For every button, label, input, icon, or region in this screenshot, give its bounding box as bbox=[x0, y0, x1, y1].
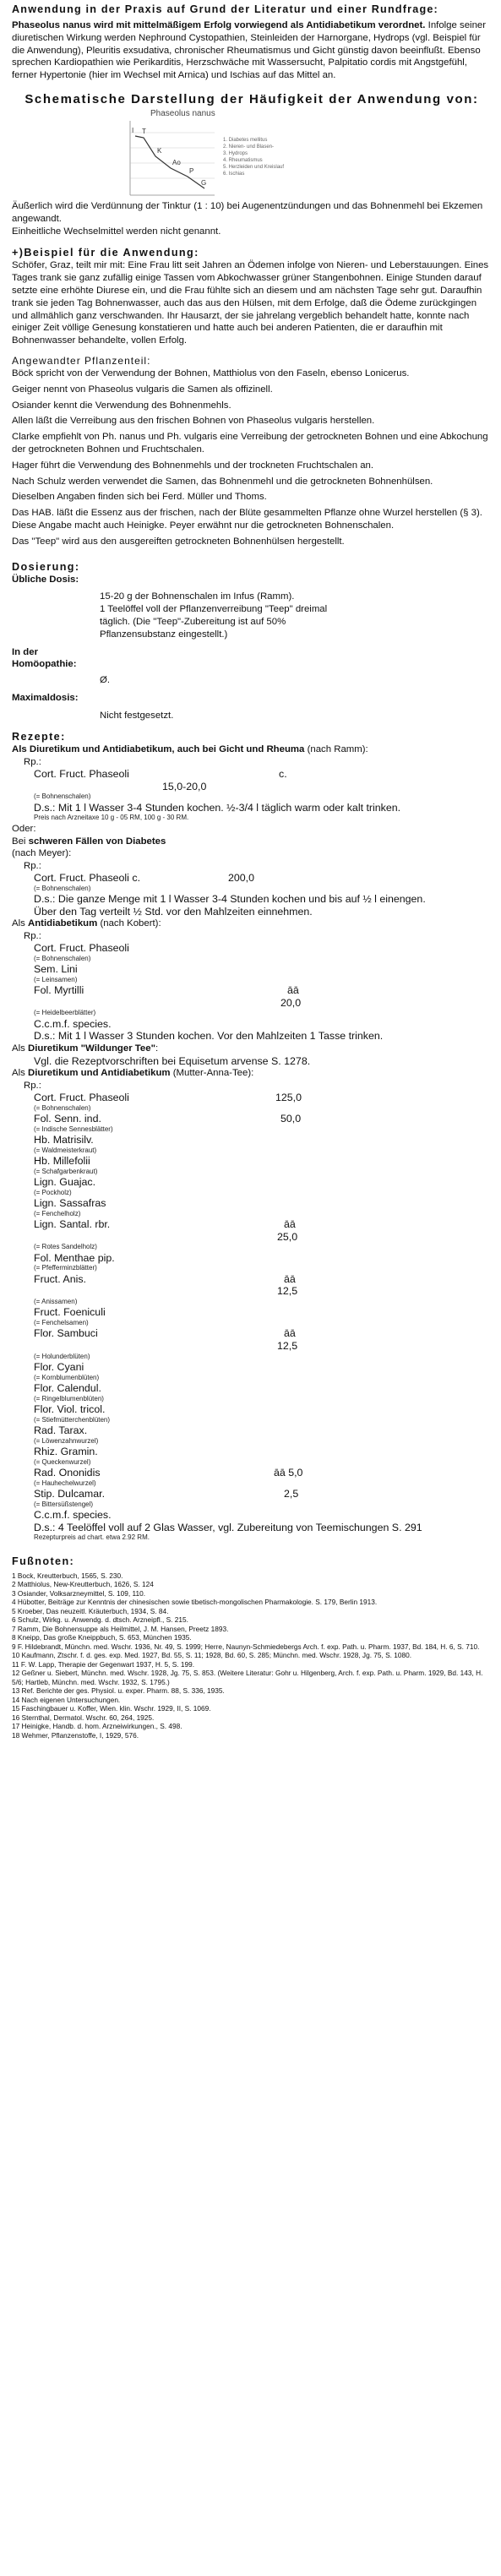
usual-dose-teep: 1 Teelöffel voll der Pflanzenverreibung "Teep" dreimal täglich. (Die "Teep"-Zubereitung ist auf 50% Pflanzensubstanz eingestellt.) bbox=[100, 604, 328, 640]
recipe-2-intro: Bei schweren Fällen von Diabetes bbox=[12, 836, 166, 847]
ingredient-name: Sem. Lini bbox=[34, 963, 78, 976]
figure-point-label: Ao bbox=[172, 158, 181, 166]
ingredient-note: (= Heidelbeerblätter) bbox=[34, 1009, 96, 1017]
footnote: 14 Nach eigenen Untersuchungen. bbox=[12, 1695, 121, 1704]
figure-point-label: K bbox=[157, 146, 162, 155]
plant-part-entry: Böck spricht von der Verwendung der Bohnen, Matthiolus von den Faseln, ebenso Lonicerus. bbox=[12, 368, 410, 379]
max-dose-value: Nicht festgesetzt. bbox=[100, 710, 174, 721]
recipe-rp: Rp.: bbox=[24, 1081, 41, 1092]
frequency-chart bbox=[117, 107, 311, 200]
ingredient-name: Flor. Viol. tricol. bbox=[34, 1403, 106, 1415]
ingredient-note: (= Ringelblumenblüten) bbox=[34, 1394, 104, 1402]
intro-paragraph bbox=[12, 19, 492, 82]
recipe-ds: D.s.: Mit 1 l Wasser 3-4 Stunden kochen. ½-3/4 l täglich warm oder kalt trinken. bbox=[34, 801, 401, 814]
ingredient-name: Fruct. Anis. bbox=[34, 1272, 86, 1285]
example-heading: +)Beispiel für die Anwendung: bbox=[12, 247, 199, 259]
no-alternates-text: Einheitliche Wechselmittel werden nicht genannt. bbox=[12, 226, 221, 237]
oder-text: Oder: bbox=[12, 823, 36, 834]
ingredient-name: Flor. Cyani bbox=[34, 1361, 84, 1373]
ingredient-qty: 25,0 bbox=[277, 1230, 298, 1243]
ingredient-note: (= Holunderblüten) bbox=[34, 1352, 90, 1360]
ingredient-note: (= Hauhechelwurzel) bbox=[34, 1479, 96, 1487]
recipe-2-indication: schweren Fällen von Diabetes bbox=[28, 836, 166, 847]
recipe-4-intro: Als Diuretikum "Wildunger Tee": bbox=[12, 1043, 159, 1054]
recipes-heading: Rezepte: bbox=[12, 731, 66, 743]
footnote: 18 Wehmer, Pflanzenstoffe, I, 1929, 576. bbox=[12, 1730, 139, 1740]
ingredient-name: Hb. Matrisilv. bbox=[34, 1134, 94, 1146]
figure-point-label: G bbox=[201, 178, 207, 187]
plant-part-entry: Clarke empfiehlt von Ph. nanus und Ph. vulgaris eine Verreibung der getrockneten Bohnen und eine Abkochung der getrockneten Bohnen und Fruchtschalen. bbox=[12, 432, 488, 455]
ingredient-qty: 12,5 bbox=[277, 1285, 298, 1298]
footnote: 9 F. Hildebrandt, Münchn. med. Wschr. 1936, Nr. 49, S. 1999; Herre, Naunyn-Schmiedebergs Arch. f. exp. Path. u. Pharm. 1937, Bd. 184, H. 6, S. 710. bbox=[12, 1642, 480, 1651]
recipe-5-intro: Als Diuretikum und Antidiabetikum (Mutter-Anna-Tee): bbox=[12, 1068, 254, 1079]
footnote: 17 Heinigke, Handb. d. hom. Arzneiwirkungen., S. 498. bbox=[12, 1722, 182, 1731]
ingredient-name: Cort. Fruct. Phaseoli c. bbox=[34, 872, 141, 885]
ingredient-name: Rhiz. Gramin. bbox=[34, 1446, 98, 1457]
plant-part-entry: Das "Teep" wird aus den ausgereiften getrockneten Bohnenhülsen hergestellt. bbox=[12, 536, 345, 547]
ingredient-note: (= Löwenzahnwurzel) bbox=[34, 1436, 99, 1445]
ingredient-name: Hb. Millefolii bbox=[34, 1155, 90, 1168]
footnote: 3 Osiander, Volksarzneymittel, S. 109, 110. bbox=[12, 1588, 146, 1598]
footnote: 16 Sternthal, Dermatol. Wschr. 60, 264, 1925. bbox=[12, 1713, 155, 1722]
ingredient-note: (= Queckenwurzel) bbox=[34, 1457, 91, 1466]
ingredient-qty: āā 5,0 bbox=[274, 1467, 303, 1479]
ingredient-note: (= Indische Sennesblätter) bbox=[34, 1125, 113, 1133]
recipe-1-intro bbox=[12, 743, 492, 756]
ingredient-qty: 125,0 bbox=[275, 1092, 302, 1104]
recipe-cmf: C.c.m.f. species. bbox=[34, 1509, 112, 1521]
recipe-3-intro: Als Antidiabetikum (nach Kobert): bbox=[12, 918, 161, 929]
recipe-4-indication: Diuretikum "Wildunger Tee" bbox=[28, 1043, 155, 1054]
intro-rest: Infolge seiner diuretischen Wirkung werden Nephround Cystopathien, Steinleiden der Harnorgane, Hydrops (vgl. Beispiel für die Anwendung), Pleuritis exsudativa, chronischer Rheumatismus und Gicht günstig davon beeinflußt. Ebenso sprechen Kardiopathien wie Perikarditis, Herzschwäche mit Wassersucht, Palpitatio cordis mit Angstgefühl, ferner Hypertonie (hier im Wechsel mit Arnica) und Ischias auf das Mittel an. bbox=[12, 20, 487, 81]
recipe-3 bbox=[12, 930, 492, 1043]
recipe-ds: D.s.: 4 Teelöffel voll auf 2 Glas Wasser, vgl. Zubereitung von Teemischungen S. 291 bbox=[34, 1521, 422, 1533]
ingredient-note: (= Fenchelsamen) bbox=[34, 1319, 89, 1326]
ingredient-name: Lign. Sassafras bbox=[34, 1197, 106, 1210]
recipe-ds: D.s.: Mit 1 l Wasser 3 Stunden kochen. Vor den Mahlzeiten 1 Tasse trinken. bbox=[34, 1030, 384, 1043]
footnote: 2 Matthiolus, New-Kreutterbuch, 1626, S. 124 bbox=[12, 1580, 154, 1589]
recipe-1-source: (nach Ramm): bbox=[304, 744, 368, 755]
recipe-rp: Rp.: bbox=[24, 931, 41, 942]
ingredient-qty: 2,5 bbox=[284, 1488, 299, 1500]
figure-legend-item: 1. Diabetes mellitus bbox=[223, 137, 268, 143]
ingredient-name: Fol. Myrtilli bbox=[34, 984, 84, 997]
ingredient-note: (= Bohnenschalen) bbox=[34, 1103, 91, 1112]
footnote: 12 Geßner u. Siebert, Münchn. med. Wschr. 1928, Jg. 75, S. 853. (Weitere Literatur: Gohr u. Hilgenberg, Arch. f. exp. Path. u. Pharm. 1929, Bd. 143, H. 5/6; Hartleb, Münchn. med. Wschr. 1932, S. 1795.) bbox=[12, 1669, 483, 1686]
recipe-1-indication: Als Diuretikum und Antidiabetikum, auch bei Gicht und Rheuma bbox=[12, 744, 305, 755]
ingredient-name: Flor. Calendul. bbox=[34, 1382, 101, 1394]
external-use-text: Äußerlich wird die Verdünnung der Tinktur (1 : 10) bei Augenentzündungen und das Bohnenmehl bei Ekzemen angewandt. bbox=[12, 200, 483, 224]
ingredient-qty: āā bbox=[284, 1327, 296, 1340]
ingredient-note: (= Fenchelholz) bbox=[34, 1209, 81, 1217]
footnote: 7 Ramm, Die Bohnensuppe als Heilmittel, J. M. Hansen, Preetz 1893. bbox=[12, 1624, 229, 1633]
plant-part-entry: Das HAB. läßt die Essenz aus der frischen, nach der Blüte gesammelten Pflanze ohne Wurzel herstellen (§ 3). Diese Angabe macht auch Heinigke. Peyer erwähnt nur die getrockneten Bohnenschalen. bbox=[12, 508, 482, 531]
plant-part-entry: Dieselben Angaben finden sich bei Ferd. Müller und Thoms. bbox=[12, 492, 267, 503]
recipe-2 bbox=[12, 860, 492, 918]
footnote: 15 Faschingbauer u. Koffer, Wien. klin. Wschr. 1929, II, S. 1069. bbox=[12, 1704, 211, 1713]
ingredient-note: (= Bohnenschalen) bbox=[34, 954, 91, 962]
plant-part-entry: Nach Schulz werden verwendet die Samen, das Bohnenmehl und die getrockneten Bohnenhülsen. bbox=[12, 476, 433, 487]
ingredient-note: (= Rotes Sandelholz) bbox=[34, 1243, 97, 1251]
recipe-ds: Über den Tag verteilt ½ Std. vor den Mahlzeiten einnehmen. bbox=[34, 905, 313, 918]
footnotes-heading: Fußnoten: bbox=[12, 1555, 75, 1567]
ingredient-name: Cort. Fruct. Phaseoli bbox=[34, 768, 129, 781]
ingredient-name: Cort. Fruct. Phaseoli bbox=[34, 942, 129, 955]
ingredient-name: Lign. Guajac. bbox=[34, 1176, 96, 1189]
ingredient-note: (= Stiefmütterchenblüten) bbox=[34, 1415, 111, 1424]
plant-part-entry: Osiander kennt die Verwendung des Bohnenmehls. bbox=[12, 400, 231, 411]
plant-part-entry: Geiger nennt von Phaseolus vulgaris die Samen als offizinell. bbox=[12, 384, 273, 395]
ingredient-name: Fruct. Foeniculi bbox=[34, 1306, 106, 1319]
ingredient-qty: 200,0 bbox=[228, 872, 255, 885]
schema-title: Schematische Darstellung der Häufigkeit der Anwendung von: bbox=[25, 91, 479, 106]
ingredient-note: (= Bittersüßstengel) bbox=[34, 1500, 94, 1508]
ingredient-note: (= Bohnenschalen) bbox=[34, 792, 91, 801]
ingredient-qty: c. bbox=[279, 768, 287, 781]
figure-title: Phaseolus nanus bbox=[150, 108, 215, 118]
ingredient-note: (= Leinsamen) bbox=[34, 975, 78, 983]
plant-part-entry: Hager führt die Verwendung des Bohnenmehls und der trockneten Fruchtschalen an. bbox=[12, 460, 374, 471]
footnote: 11 F. W. Lapp, Therapie der Gegenwart 1937, H. 5, S. 199. bbox=[12, 1659, 195, 1669]
footnote: 5 Kroeber, Das neuzeitl. Kräuterbuch, 1934, S. 84. bbox=[12, 1606, 169, 1615]
recipe-price: Rezepturpreis ad chart. etwa 2.92 RM. bbox=[34, 1533, 150, 1542]
ingredient-name: Rad. Tarax. bbox=[34, 1424, 88, 1436]
usual-dose-infusion: 15-20 g der Bohnenschalen im Infus (Ramm). bbox=[100, 591, 295, 602]
ingredient-note: (= Pfefferminzblätter) bbox=[34, 1264, 97, 1272]
recipe-5-indication: Diuretikum und Antidiabetikum bbox=[28, 1068, 171, 1079]
ingredient-qty: āā bbox=[284, 1218, 296, 1231]
footnote: 6 Schulz, Wirkg. u. Anwendg. d. dtsch. Arzneipfl., S. 215. bbox=[12, 1615, 188, 1625]
usual-dose-label: Übliche Dosis: bbox=[12, 574, 79, 585]
ingredient-qty: 50,0 bbox=[280, 1113, 302, 1125]
recipe-rp: Rp.: bbox=[24, 757, 41, 768]
section-heading-practice: Anwendung in der Praxis auf Grund der Literatur und einer Rundfrage: bbox=[12, 3, 438, 15]
ingredient-qty: āā bbox=[287, 984, 299, 997]
frequency-line bbox=[135, 136, 207, 188]
recipe-1 bbox=[12, 756, 492, 823]
ingredient-name: Cort. Fruct. Phaseoli bbox=[34, 1092, 129, 1104]
recipe-4-text: Vgl. die Rezeptvorschriften bei Equisetum arvense S. 1278. bbox=[34, 1054, 311, 1067]
ingredient-note: (= Pockholz) bbox=[34, 1188, 72, 1196]
ingredient-name: Fol. Menthae pip. bbox=[34, 1251, 115, 1264]
ingredient-name: Stip. Dulcamar. bbox=[34, 1488, 106, 1500]
dosage-table bbox=[12, 574, 345, 722]
footnote: 8 Kneipp, Das große Kneippbuch, S. 653, München 1935. bbox=[12, 1633, 192, 1642]
figure-point-label: I bbox=[132, 126, 134, 134]
homeopathy-label: In der Homöopathie: bbox=[12, 646, 77, 670]
footnote: 1 Bock, Kreutterbuch, 1565, S. 230. bbox=[12, 1571, 123, 1580]
recipe-price: Preis nach Arzneitaxe 10 g - 05 RM, 100 g - 30 RM. bbox=[34, 814, 189, 822]
dosage-heading: Dosierung: bbox=[12, 560, 80, 573]
ingredient-note: (= Waldmeisterkraut) bbox=[34, 1146, 97, 1154]
ingredient-name: Rad. Ononidis bbox=[34, 1467, 101, 1479]
ingredient-name: Flor. Sambuci bbox=[34, 1327, 98, 1340]
recipe-5 bbox=[12, 1080, 492, 1542]
ingredient-qty: 20,0 bbox=[280, 996, 302, 1009]
plant-parts-heading: Angewandter Pflanzenteil: bbox=[12, 354, 151, 367]
plant-part-entry: Allen läßt die Verreibung aus den frischen Bohnen von Phaseolus vulgaris herstellen. bbox=[12, 416, 375, 427]
ingredient-note: (= Bohnenschalen) bbox=[34, 884, 91, 892]
figure-point-label: T bbox=[142, 127, 146, 135]
recipe-ds: D.s.: Die ganze Menge mit 1 l Wasser 3-4 Stunden kochen und bis auf ½ l einengen. bbox=[34, 893, 426, 906]
example-text: Schöfer, Graz, teilt mir mit: Eine Frau litt seit Jahren an Ödemen infolge von Nieren- und Leberstauungen. Eines Tages trank sie ganz zufällig einige Tassen vom Abkochwasser grüner Stangenbohnen. Einige Stunden darauf setzte eine erhöhte Diurese ein, und die Frau fühlte sich an diesem und am nächsten Tage sehr gut. Daraufhin trank sie jeden Tag Bohnenwasser, auch das aus den Hülsen, mit dem Erfolge, daß die Ödeme zurückgingen und allmählich ganz verschwanden. Ihr Hausarzt, der sie jahrelang vergeblich behandelt hatte, konnte nach einiger Zeit völlige Genesung konstatieren und hatte auch bei anderen Patienten, die er daraufhin mit Bohnenwasser behandelte, vollen Erfolg. bbox=[12, 260, 489, 346]
figure-legend-item: 4. Rheumatismus bbox=[223, 157, 263, 163]
ingredient-qty: 15,0-20,0 bbox=[162, 780, 207, 792]
frequency-figure bbox=[117, 107, 311, 200]
document-body bbox=[12, 3, 492, 1740]
footnote: 13 Ref. Berichte der ges. Physiol. u. exper. Pharm. 88, S. 336, 1935. bbox=[12, 1686, 225, 1696]
ingredient-note: (= Kornblumenblüten) bbox=[34, 1373, 100, 1381]
ingredient-note: (= Schafgarbenkraut) bbox=[34, 1167, 98, 1175]
recipe-cmf: C.c.m.f. species. bbox=[34, 1017, 112, 1030]
ingredient-name: Lign. Santal. rbr. bbox=[34, 1218, 111, 1231]
footnote: 10 Kaufmann, Ztschr. f. d. ges. exp. Med. 1927, Bd. 55, S. 11; 1928, Bd. 60, S. 285; Münchn. med. Wschr. 1928, Jg. 75, S. 1080. bbox=[12, 1651, 412, 1660]
recipe-2-source: (nach Meyer): bbox=[12, 848, 72, 859]
max-dose-label: Maximaldosis: bbox=[12, 692, 79, 703]
figure-legend-item: 6. Ischias bbox=[223, 171, 245, 177]
ingredient-qty: 12,5 bbox=[277, 1340, 298, 1352]
figure-legend-item: 3. Hydrops bbox=[223, 150, 248, 156]
figure-legend-item: 2. Nieren- und Blasen- bbox=[223, 144, 275, 150]
recipe-3-indication: Antidiabetikum bbox=[28, 918, 98, 929]
ingredient-note: (= Anissamen) bbox=[34, 1298, 78, 1305]
footnotes-list bbox=[12, 1571, 492, 1740]
footnote: 4 Hübotter, Beiträge zur Kenntnis der chinesischen sowie tibetisch-mongolischen Pharmakologie. S. 179, Berlin 1913. bbox=[12, 1598, 378, 1607]
figure-point-label: P bbox=[189, 166, 194, 175]
ingredient-qty: āā bbox=[284, 1272, 296, 1285]
intro-bold: Phaseolus nanus wird mit mittelmäßigem Erfolg vorwiegend als Antidiabetikum verordnet. bbox=[12, 20, 426, 30]
ingredient-name: Fol. Senn. ind. bbox=[34, 1113, 101, 1125]
figure-legend-item: 5. Herzleiden und Kreislauf bbox=[223, 164, 285, 170]
recipe-rp: Rp.: bbox=[24, 861, 41, 872]
homeopathy-value: Ø. bbox=[100, 675, 111, 686]
